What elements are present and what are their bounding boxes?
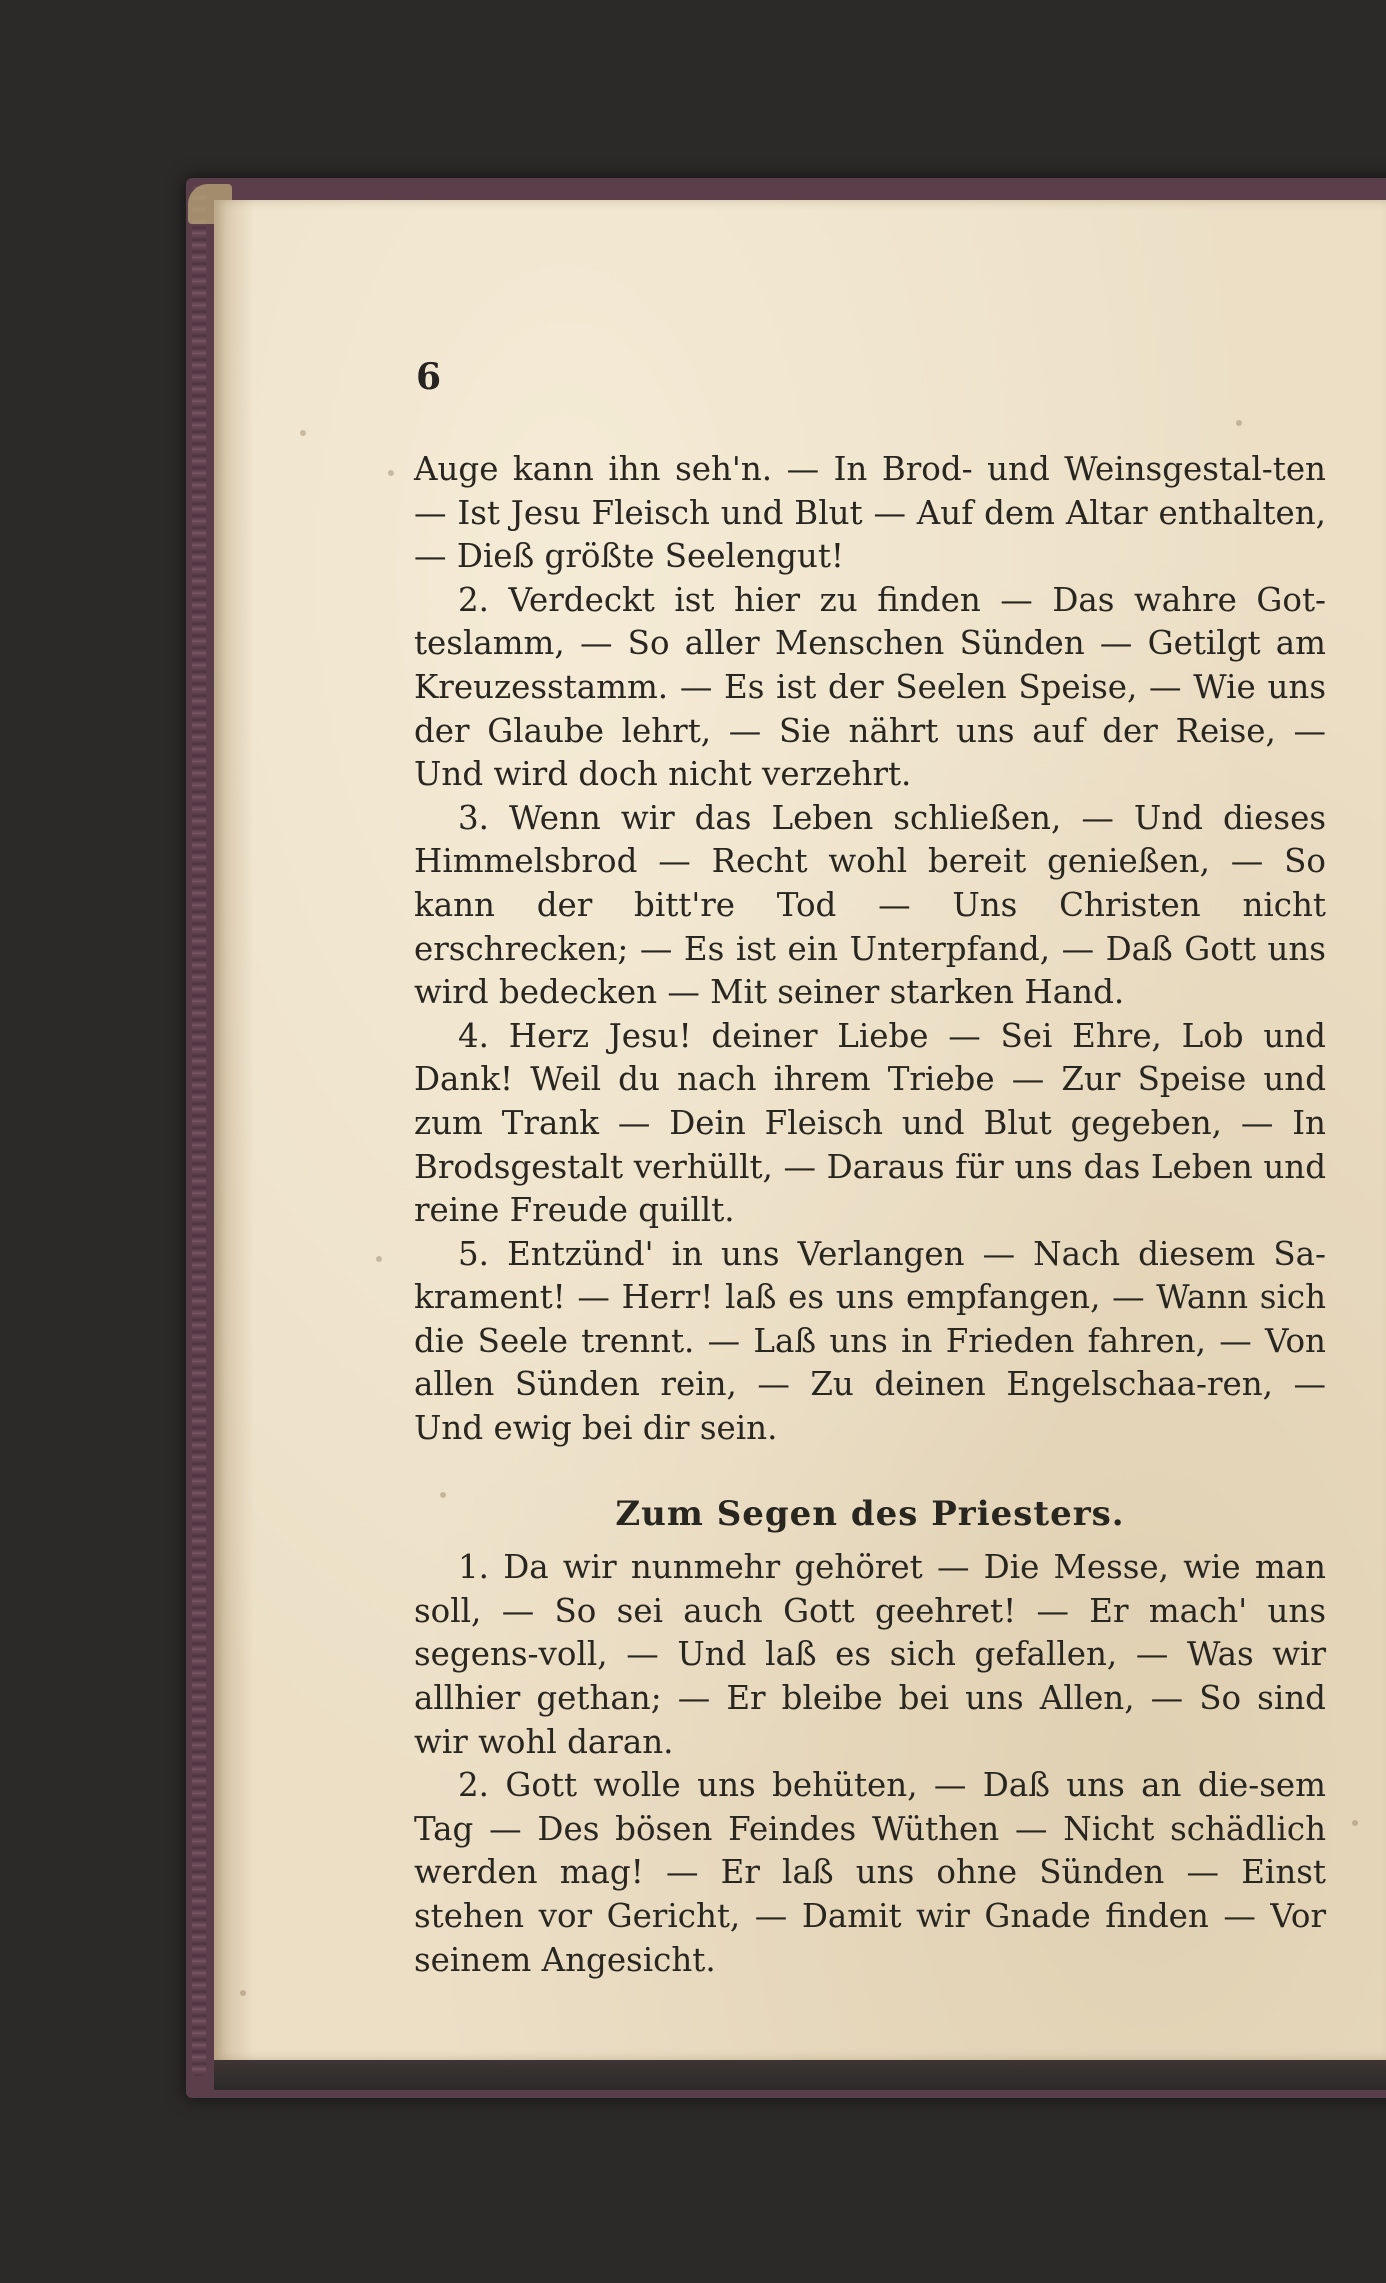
blessing-stanza-1: 1. Da wir nunmehr gehöret — Die Messe, wie man soll, — So sei auch Gott geehret! — Er mach' uns segens-voll, — Und laß es sich gefallen, — Was wir allhier gethan; — Er bleibe bei uns Allen, — So sind wir wohl daran. bbox=[414, 1548, 1326, 1761]
hymn-stanza-2: 2. Verdeckt ist hier zu finden — Das wahre Got-teslamm, — So aller Menschen Sünden — Getilgt am Kreuzesstamm. — Es ist der Seelen Speise, — Wie uns der Glaube lehrt, — Sie nährt uns auf der Reise, — Und wird doch nicht verzehrt. bbox=[414, 580, 1326, 794]
hymn-continuation: Auge kann ihn seh'n. — In Brod- und Weinsgestal-ten — Ist Jesu Fleisch und Blut — Auf dem Altar enthalten, — Dieß größte Seelengut! bbox=[414, 450, 1326, 576]
hymn-stanza-3: 3. Wenn wir das Leben schließen, — Und dieses Himmelsbrod — Recht wohl bereit genießen, — So kann der bitt're Tod — Uns Christen nicht erschrecken; — Es ist ein Unterpfand, — Daß Gott uns wird bedecken — Mit seiner starken Hand. bbox=[414, 798, 1326, 1012]
paper-speck bbox=[388, 470, 394, 476]
hymn-stanza-5: 5. Entzünd' in uns Verlangen — Nach diesem Sa-krament! — Herr! laß es uns empfangen, — Wann sich die Seele trennt. — Laß uns in Frieden fahren, — Von allen Sünden rein, — Zu deinen Engelschaa-ren, — Und ewig bei dir sein. bbox=[414, 1234, 1326, 1448]
page-number: 6 bbox=[416, 356, 442, 398]
paper-speck bbox=[240, 1990, 246, 1996]
page-text bbox=[414, 448, 1326, 1982]
page-bottom-shadow bbox=[214, 2060, 1386, 2090]
section-heading: Zum Segen des Priesters. bbox=[615, 1493, 1125, 1534]
paper-speck bbox=[1352, 1820, 1358, 1826]
page-gutter-shadow bbox=[214, 200, 254, 2060]
paper-speck bbox=[1236, 420, 1242, 426]
paper-speck bbox=[300, 430, 306, 436]
paper-speck bbox=[376, 1256, 382, 1262]
hymn-stanza-4: 4. Herz Jesu! deiner Liebe — Sei Ehre, Lob und Dank! Weil du nach ihrem Triebe — Zur Speise und zum Trank — Dein Fleisch und Blut gegeben, — In Brodsgestalt verhüllt, — Daraus für uns das Leben und reine Freude quillt. bbox=[414, 1016, 1326, 1230]
blessing-stanza-2: 2. Gott wolle uns behüten, — Daß uns an die-sem Tag — Des bösen Feindes Wüthen — Nicht schädlich werden mag! — Er laß uns ohne Sünden — Einst stehen vor Gericht, — Damit wir Gnade finden — Vor seinem Angesicht. bbox=[414, 1766, 1326, 1979]
book-spine-edge bbox=[192, 186, 206, 2076]
